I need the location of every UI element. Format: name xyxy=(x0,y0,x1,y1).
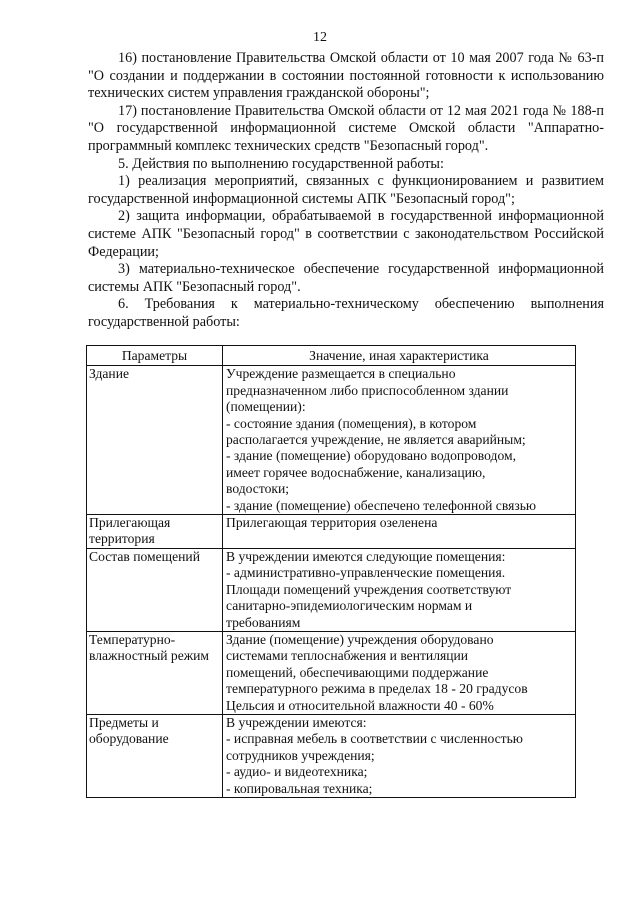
value-line: предназначенном либо приспособленном здании xyxy=(226,382,509,398)
document-body xyxy=(88,50,604,332)
row-param: Предметы и оборудование xyxy=(87,714,223,797)
paragraph-6: 6. Требования к материально-техническому обеспечению выполнения государственной работы: xyxy=(88,296,604,330)
value-line: (помещении): xyxy=(226,399,306,415)
value-line: В учреждении имеются следующие помещения: xyxy=(226,548,506,564)
paragraph-5-3: 3) материально-техническое обеспечение государственной информационной системы АПК "Безопасный город". xyxy=(88,261,604,295)
row-param: Состав помещений xyxy=(87,548,223,631)
value-line: водостоки; xyxy=(226,481,290,497)
table-row xyxy=(87,366,576,515)
value-line: - здание (помещение) обеспечено телефонной связью xyxy=(226,497,537,513)
table-row xyxy=(87,631,576,714)
value-line: В учреждении имеются: xyxy=(226,714,367,730)
value-line: Прилегающая территория озеленена xyxy=(226,515,438,531)
row-param: Прилегающая территория xyxy=(87,515,223,549)
row-param: Температурно-влажностный режим xyxy=(87,631,223,714)
value-line: температурного режима в пределах 18 - 20 градусов xyxy=(226,681,528,697)
value-line: располагается учреждение, не является аварийным; xyxy=(226,432,526,448)
paragraph-5-1: 1) реализация мероприятий, связанных с функционированием и развитием государственной информационной системы АПК "Безопасный город"; xyxy=(88,173,604,207)
row-param: Здание xyxy=(87,366,223,515)
value-line: - аудио- и видеотехника; xyxy=(226,764,368,780)
paragraph-16: 16) постановление Правительства Омской области от 10 мая 2007 года № 63-п "О создании и поддержании в состоянии постоянной готовности к использованию технических систем управления гражданской обороны"; xyxy=(88,50,604,102)
table-header-row xyxy=(87,346,576,366)
value-line: Цельсия и относительной влажности 40 - 60% xyxy=(226,697,494,713)
value-line: сотрудников учреждения; xyxy=(226,747,375,763)
row-value xyxy=(223,366,576,515)
value-line: системами теплоснабжения и вентиляции xyxy=(226,648,469,664)
value-line: Учреждение размещается в специально xyxy=(226,366,456,382)
value-line: санитарно-эпидемиологическим нормам и xyxy=(226,598,473,614)
row-value xyxy=(223,714,576,797)
header-parameters: Параметры xyxy=(87,346,223,366)
value-line: - копировальная техника; xyxy=(226,780,373,796)
table-row xyxy=(87,515,576,549)
value-line: имеет горячее водоснабжение, канализацию, xyxy=(226,464,486,480)
value-line: - здание (помещение) оборудовано водопроводом, xyxy=(226,448,516,464)
value-line: - состояние здания (помещения), в котором xyxy=(226,415,477,431)
value-line: Площади помещений учреждения соответствуют xyxy=(226,581,512,597)
table-row xyxy=(87,714,576,797)
header-value: Значение, иная характеристика xyxy=(223,346,576,366)
page-number: 12 xyxy=(313,30,327,45)
value-line: - административно-управленческие помещения. xyxy=(226,565,506,581)
value-line: помещений, обеспечивающими поддержание xyxy=(226,664,489,680)
value-line: Здание (помещение) учреждения оборудовано xyxy=(226,631,494,647)
paragraph-5-2: 2) защита информации, обрабатываемой в государственной информационной системе АПК "Безопасный город" в соответствии с законодательством Российской Федерации; xyxy=(88,208,604,260)
table-row xyxy=(87,548,576,631)
row-value xyxy=(223,631,576,714)
row-value xyxy=(223,515,576,549)
requirements-table xyxy=(86,345,576,798)
paragraph-5: 5. Действия по выполнению государственной работы: xyxy=(118,155,444,172)
row-value xyxy=(223,548,576,631)
paragraph-17: 17) постановление Правительства Омской области от 12 мая 2021 года № 188-п "О государственной информационной системе Омской области "Аппаратно-программный комплекс технических средств "Безопасный город". xyxy=(88,102,604,154)
value-line: требованиям xyxy=(226,614,301,630)
value-line: - исправная мебель в соответствии с численностью xyxy=(226,731,523,747)
